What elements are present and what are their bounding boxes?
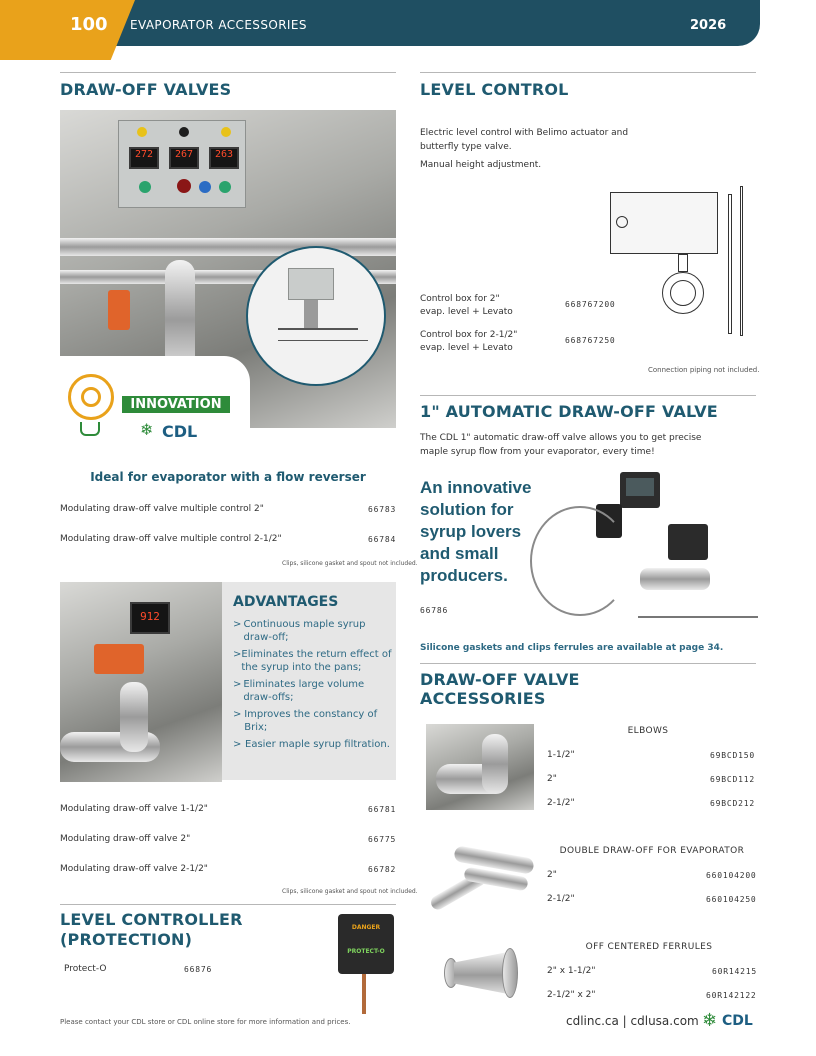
advantages-title: ADVANTAGES xyxy=(233,594,339,610)
product-name: Protect-O xyxy=(64,964,107,974)
heading-automatic-valve: 1" AUTOMATIC DRAW-OFF VALVE xyxy=(420,402,718,421)
product-code: 66781 xyxy=(368,805,397,814)
lightbulb-gear-icon xyxy=(68,374,114,420)
product-code: 668767250 xyxy=(565,336,616,345)
footer-website[interactable]: cdlinc.ca | cdlusa.com xyxy=(566,1014,699,1028)
level-control-illustration xyxy=(600,180,760,350)
innovation-badge xyxy=(54,356,250,444)
danger-label: DANGER xyxy=(351,924,381,931)
divider xyxy=(420,663,756,664)
level-control-description: Electric level control with Belimo actuator and butterfly type valve. xyxy=(420,128,629,152)
modulating-valve-photo xyxy=(60,582,222,782)
product-name: Modulating draw-off valve 2" xyxy=(60,834,191,844)
ferrule-size: 2-1/2" x 2" xyxy=(547,990,596,1000)
elbow-size: 2" xyxy=(547,774,557,784)
elbow-code: 69BCD150 xyxy=(710,751,755,760)
divider xyxy=(420,72,756,73)
automatic-valve-photo xyxy=(520,466,758,638)
divider xyxy=(60,904,396,905)
heading-level-controller: LEVEL CONTROLLER xyxy=(60,910,243,929)
advantages-box xyxy=(222,582,396,780)
device-brand: PROTECT-O xyxy=(347,948,385,955)
ferrule-code: 60R14215 xyxy=(712,967,757,976)
note: Clips, silicone gasket and spout not included. xyxy=(282,888,418,895)
level-control-adjustment: Manual height adjustment. xyxy=(420,160,542,170)
list-item: > Eliminates large volume draw-offs; xyxy=(233,679,365,703)
note: Clips, silicone gasket and spout not included. xyxy=(282,560,418,567)
controller-display-2: 267 xyxy=(169,147,199,169)
product-code: 66775 xyxy=(368,835,397,844)
section-title: EVAPORATOR ACCESSORIES xyxy=(130,18,307,32)
product-name: Modulating draw-off valve 1-1/2" xyxy=(60,804,208,814)
maple-leaf-icon: ❄ xyxy=(702,1010,718,1031)
page-number: 100 xyxy=(70,14,108,35)
elbow-size: 2-1/2" xyxy=(547,798,575,808)
product-name-line2: evap. level + Levato xyxy=(420,343,513,353)
inset-controller-photo xyxy=(246,246,386,386)
protect-o-device xyxy=(338,914,394,974)
product-code: 66784 xyxy=(368,535,397,544)
heading-level-control: LEVEL CONTROL xyxy=(420,80,569,99)
product-name-line2: evap. level + Levato xyxy=(420,307,513,317)
list-item: > Continuous maple syrup draw-off; xyxy=(233,619,366,643)
product-name: Modulating draw-off valve multiple control 2" xyxy=(60,504,264,514)
note: Silicone gaskets and clips ferrules are available at page 34. xyxy=(420,643,724,653)
footer-cdl-logo: CDL xyxy=(722,1013,753,1029)
heading-draw-off-valves: DRAW-OFF VALVES xyxy=(60,80,232,99)
ferrules-photo xyxy=(440,940,526,1004)
product-code: 668767200 xyxy=(565,300,616,309)
heading-level-controller-sub: (PROTECTION) xyxy=(60,930,193,949)
valve-display: 912 xyxy=(130,602,170,634)
double-draw-off-title: DOUBLE DRAW-OFF FOR EVAPORATOR xyxy=(559,846,745,856)
ferrule-size: 2" x 1-1/2" xyxy=(547,966,596,976)
catalog-year: 2026 xyxy=(690,18,727,33)
heading-accessories: DRAW-OFF VALVE xyxy=(420,670,580,689)
product-code: 66786 xyxy=(420,606,449,615)
product-name: Control box for 2-1/2" xyxy=(420,330,518,340)
probe xyxy=(362,974,366,1014)
cdl-logo-text: CDL xyxy=(162,422,198,441)
heading-accessories-sub: ACCESSORIES xyxy=(420,689,546,708)
controller-display-1: 272 xyxy=(129,147,159,169)
double-size: 2" xyxy=(547,870,557,880)
divider xyxy=(420,395,756,396)
list-item: > Easier maple syrup filtration. xyxy=(233,739,390,750)
list-item: > Eliminates the return effect of the syrup into the pans; xyxy=(233,649,392,673)
double-size: 2-1/2" xyxy=(547,894,575,904)
advantages-list xyxy=(233,618,393,755)
double-code: 660104200 xyxy=(706,871,757,880)
ferrules-title: OFF CENTERED FERRULES xyxy=(585,942,713,952)
note: Connection piping not included. xyxy=(648,366,760,374)
tagline: Ideal for evaporator with a flow reverser xyxy=(90,470,366,484)
elbow-size: 1-1/2" xyxy=(547,750,575,760)
elbow-code: 69BCD212 xyxy=(710,799,755,808)
product-name: Control box for 2" xyxy=(420,294,500,304)
page-number-tab xyxy=(0,0,135,60)
list-item: > Improves the constancy of Brix; xyxy=(233,709,378,733)
elbows-title: ELBOWS xyxy=(627,726,669,736)
elbow-code: 69BCD112 xyxy=(710,775,755,784)
product-name: Modulating draw-off valve 2-1/2" xyxy=(60,864,208,874)
innovation-label: INNOVATION xyxy=(122,396,230,413)
double-draw-off-photo xyxy=(424,838,536,920)
slogan: An innovative solution for syrup lovers and small producers. xyxy=(420,478,532,585)
elbows-photo xyxy=(426,724,534,810)
divider xyxy=(60,72,396,73)
controller-panel xyxy=(118,120,246,208)
ferrule-code: 60R142122 xyxy=(706,991,757,1000)
maple-leaf-icon: ❄ xyxy=(140,420,154,439)
product-code: 66783 xyxy=(368,505,397,514)
double-code: 660104250 xyxy=(706,895,757,904)
product-code: 66782 xyxy=(368,865,397,874)
footer-note: Please contact your CDL store or CDL online store for more information and prices. xyxy=(60,1018,351,1026)
product-name: Modulating draw-off valve multiple control 2-1/2" xyxy=(60,534,282,544)
automatic-valve-description: The CDL 1" automatic draw-off valve allows you to get precise maple syrup flow from your evaporator, every time! xyxy=(420,433,702,457)
controller-display-3: 263 xyxy=(209,147,239,169)
product-code: 66876 xyxy=(184,965,213,974)
